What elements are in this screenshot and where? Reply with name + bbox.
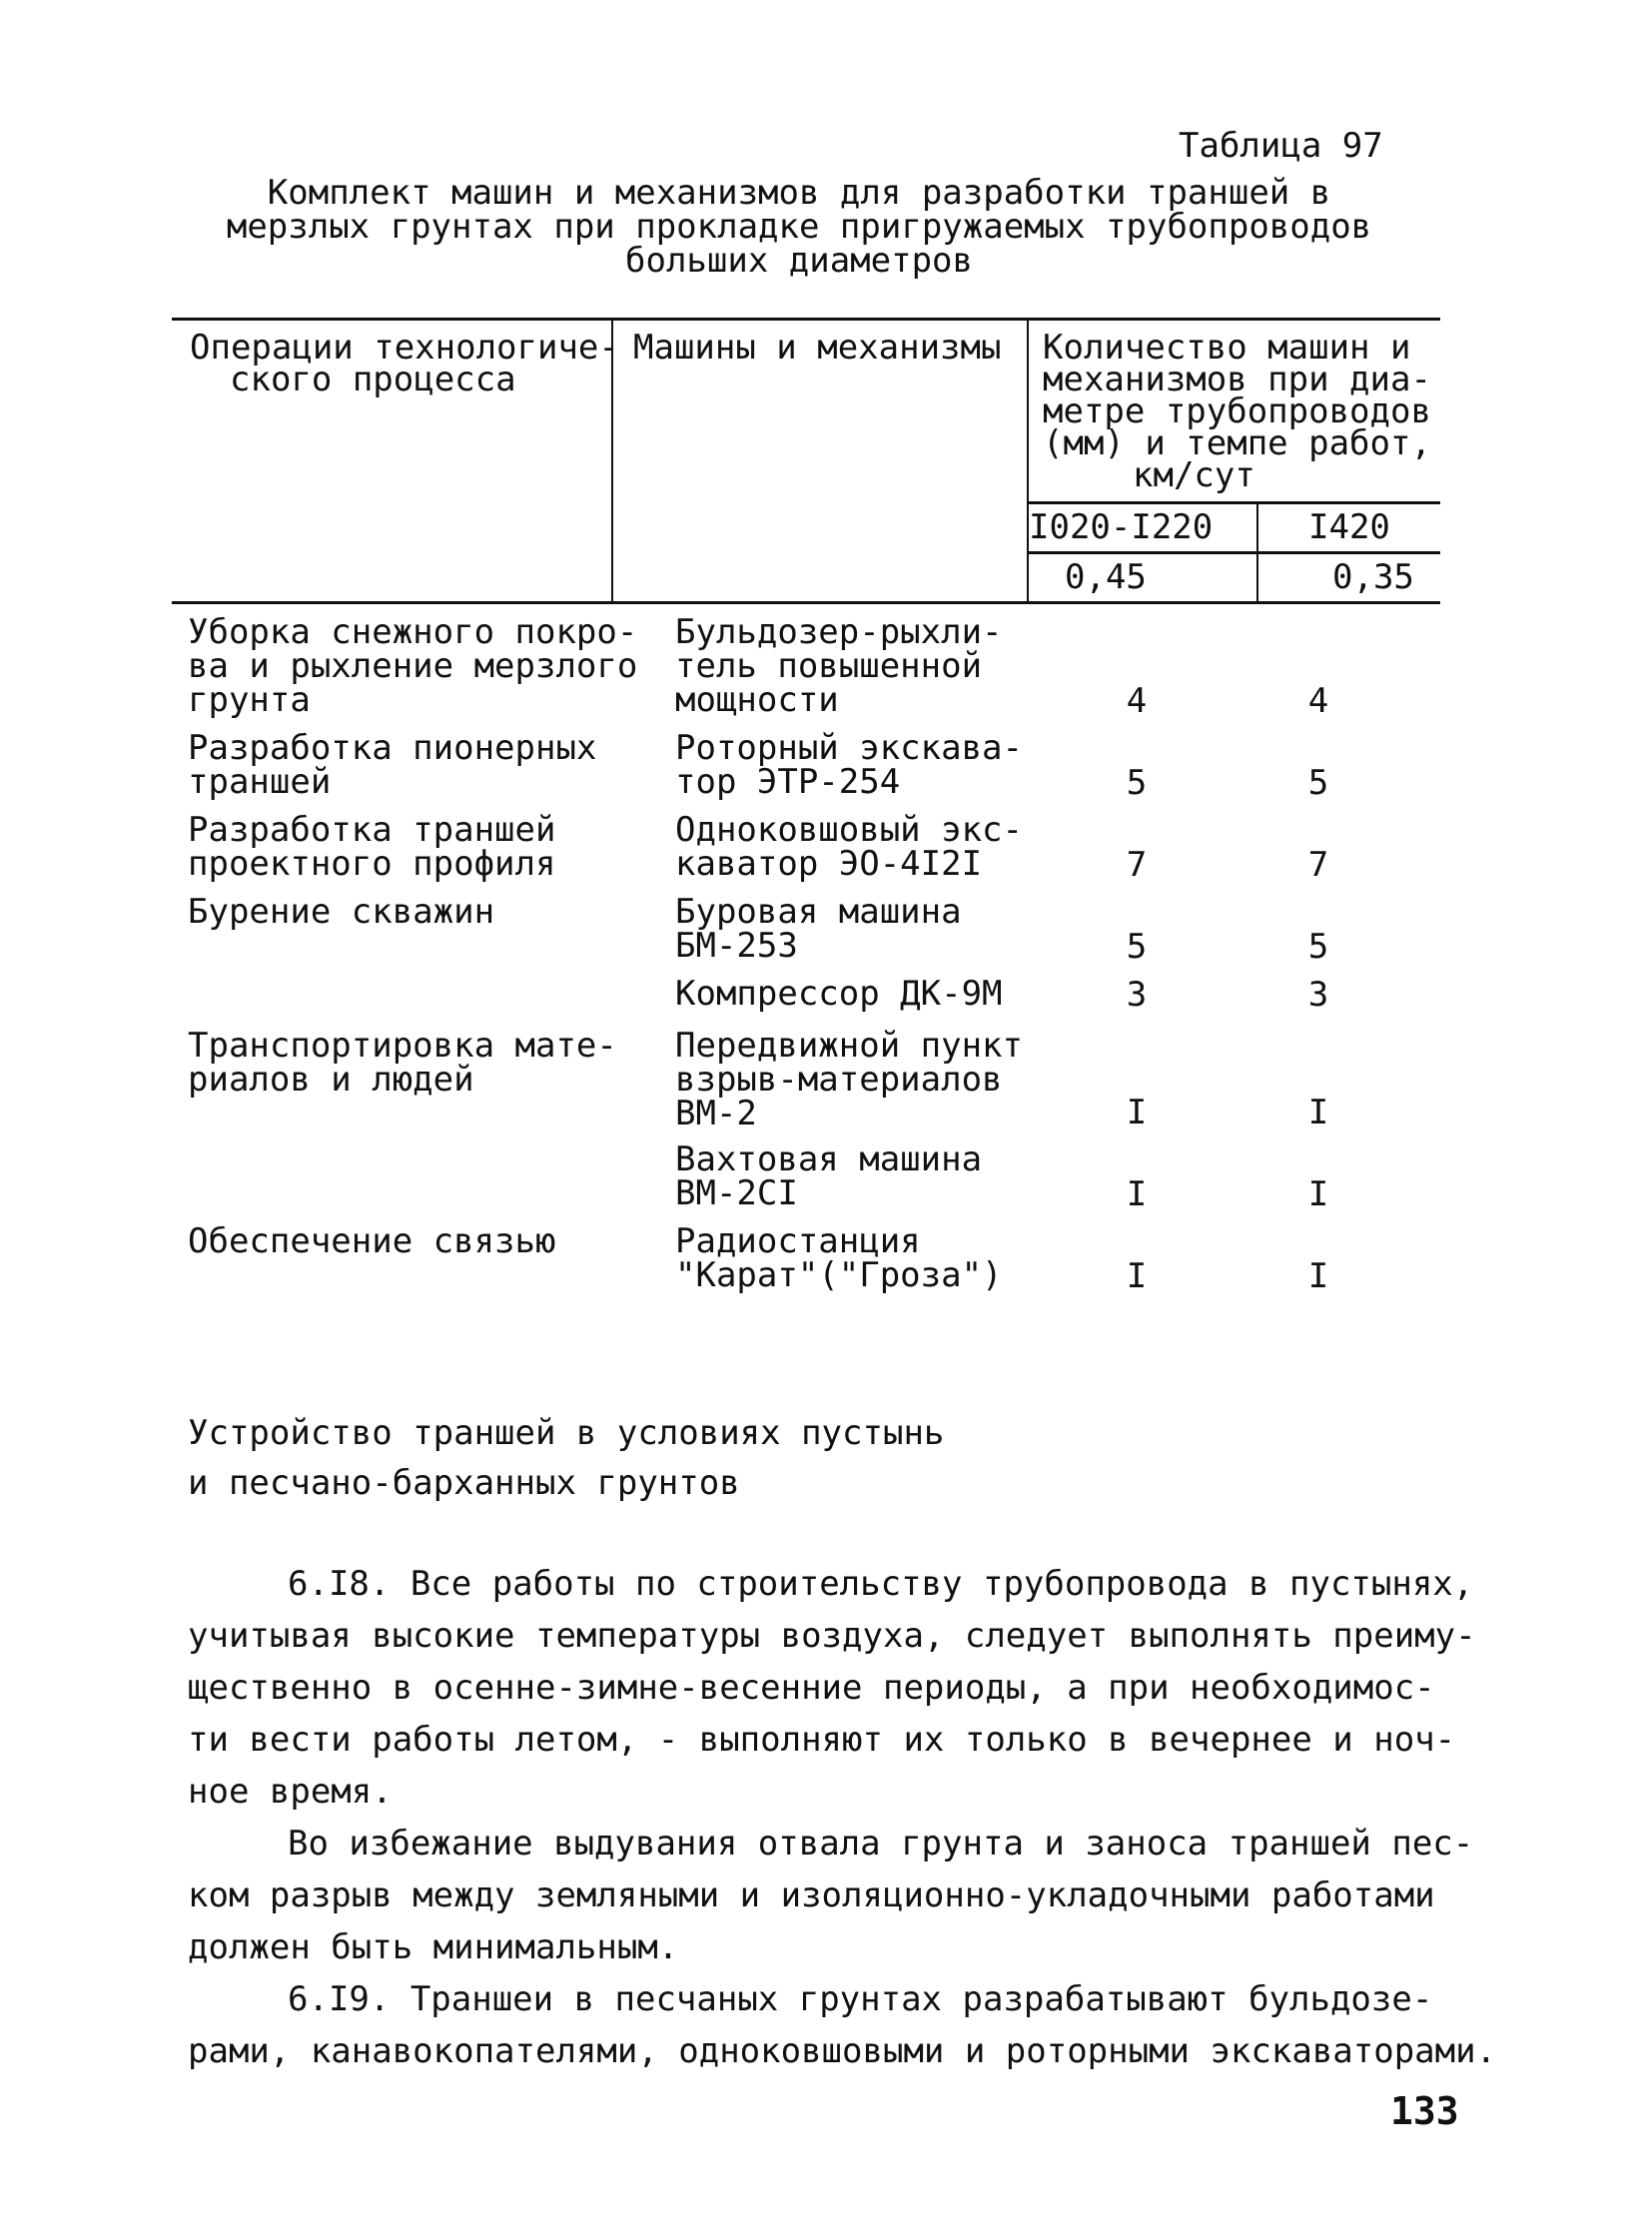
operation-line: Бурение скважин bbox=[188, 892, 495, 932]
machine-line: ВМ-2 bbox=[675, 1094, 757, 1133]
header-quantity-line: км/сут bbox=[1133, 455, 1255, 495]
table-row-operation bbox=[188, 612, 638, 720]
header-quantity bbox=[1043, 328, 1431, 495]
paragraph-line: Во избежание выдувания отвала грунта и заноса траншей пес- bbox=[288, 1824, 1474, 1864]
header-machines: Машины и механизмы bbox=[633, 328, 1002, 368]
table-row-machine bbox=[675, 1221, 1003, 1295]
operation-line: ва и рыхление мерзлого bbox=[188, 646, 638, 686]
machine-line: Компрессор ДК-9М bbox=[675, 974, 1003, 1014]
paragraph-line: рами, канавокопателями, одноковшовыми и роторными экскаваторами. bbox=[188, 2031, 1497, 2071]
machine-line: мощности bbox=[675, 680, 839, 720]
operation-line: Транспортировка мате- bbox=[188, 1026, 617, 1066]
operation-line: Обеспечение связью bbox=[188, 1221, 556, 1261]
header-quantity-line: Количество машин и bbox=[1043, 328, 1411, 368]
table-row-machine bbox=[675, 892, 962, 966]
paragraph-line: учитывая высокие температуры воздуха, следует выполнять преиму- bbox=[188, 1616, 1476, 1656]
table-row-machine bbox=[675, 810, 1023, 884]
header-operations bbox=[190, 328, 619, 399]
table-row-quantity-1: I bbox=[1126, 1174, 1148, 1214]
table-top-rule bbox=[172, 318, 1440, 321]
table-row-quantity-2: I bbox=[1307, 1093, 1329, 1132]
table-row-quantity-1: 4 bbox=[1126, 681, 1148, 721]
header-diameter-2: I420 bbox=[1308, 507, 1390, 547]
table-title bbox=[180, 173, 1418, 281]
machine-line: БМ-253 bbox=[675, 926, 798, 966]
table-number-label: Таблица 97 bbox=[1179, 126, 1383, 166]
machine-line: тор ЭТР-254 bbox=[675, 762, 901, 802]
table-row-quantity-2: 5 bbox=[1307, 763, 1329, 803]
table-row-machine bbox=[675, 728, 1023, 802]
machine-line: тель повышенной bbox=[675, 646, 983, 686]
paragraph-line: ное время. bbox=[188, 1772, 393, 1812]
machine-line: Вахтовая машина bbox=[675, 1139, 983, 1179]
machine-line: взрыв-материалов bbox=[675, 1060, 1003, 1100]
operation-line: риалов и людей bbox=[188, 1060, 474, 1100]
table-row-quantity-2: I bbox=[1307, 1174, 1329, 1214]
table-row-quantity-2: 4 bbox=[1307, 681, 1329, 721]
table-row-quantity-2: I bbox=[1307, 1256, 1329, 1296]
table-row-quantity-1: 7 bbox=[1126, 845, 1148, 885]
header-operations-line: Операции технологиче- bbox=[190, 328, 619, 368]
table-title-line: мерзлых грунтах при прокладке пригружаемых трубопроводов bbox=[226, 207, 1372, 247]
machine-line: ВМ-2СI bbox=[675, 1173, 798, 1213]
machine-line: Бульдозер-рыхли- bbox=[675, 612, 1003, 652]
column-divider-3 bbox=[1256, 503, 1258, 603]
section-heading-line: Устройство траншей в условиях пустынь bbox=[188, 1413, 945, 1453]
paragraph-line: должен быть минимальным. bbox=[188, 1927, 679, 1967]
table-row-operation bbox=[188, 810, 556, 884]
paragraph-sand-drift bbox=[188, 1818, 1476, 1973]
column-divider-2 bbox=[1027, 318, 1029, 603]
table-row-quantity-1: I bbox=[1126, 1256, 1148, 1296]
operation-line: Разработка траншей bbox=[188, 810, 556, 850]
table-row-quantity-1: 5 bbox=[1126, 763, 1148, 803]
machine-line: Буровая машина bbox=[675, 892, 962, 932]
machine-line: Роторный экскава- bbox=[675, 728, 1023, 768]
table-row-quantity-1: I bbox=[1126, 1093, 1148, 1132]
paragraph-6-18 bbox=[188, 1558, 1476, 1818]
table-title-line: Комплект машин и механизмов для разработки траншей в bbox=[267, 173, 1331, 213]
table-row-operation bbox=[188, 1221, 556, 1261]
operation-line: Уборка снежного покро- bbox=[188, 612, 638, 652]
header-quantity-line: метре трубопроводов bbox=[1043, 391, 1431, 431]
operation-line: Разработка пионерных bbox=[188, 728, 597, 768]
machine-line: Одноковшовый экс- bbox=[675, 810, 1023, 850]
quantity-subheader-rule bbox=[1027, 501, 1440, 504]
section-heading-line: и песчано-барханных грунтов bbox=[188, 1463, 740, 1503]
table-row-operation bbox=[188, 1026, 617, 1100]
machine-line: Радиостанция bbox=[675, 1221, 921, 1261]
table-row-operation bbox=[188, 892, 495, 932]
table-row-operation bbox=[188, 728, 597, 802]
paragraph-line: 6.I8. Все работы по строительству трубопровода в пустынях, bbox=[288, 1564, 1474, 1604]
table-row-quantity-1: 5 bbox=[1126, 927, 1148, 967]
paragraph-6-19 bbox=[188, 1973, 1497, 2077]
table-header-bottom-rule bbox=[172, 601, 1440, 604]
page-number: 133 bbox=[1390, 2089, 1459, 2133]
machine-line: "Карат"("Гроза") bbox=[675, 1255, 1003, 1295]
header-diameter-1: I020-I220 bbox=[1029, 507, 1214, 547]
header-quantity-line: механизмов при диа- bbox=[1043, 360, 1431, 399]
table-row-machine bbox=[675, 1026, 1023, 1133]
table-row-quantity-2: 7 bbox=[1307, 845, 1329, 885]
paragraph-line: 6.I9. Траншеи в песчаных грунтах разрабатывают бульдозе- bbox=[288, 1979, 1433, 2019]
paragraph-line: ком разрыв между земляными и изоляционно-укладочными работами bbox=[188, 1875, 1435, 1915]
header-quantity-line: (мм) и темпе работ, bbox=[1043, 423, 1431, 463]
header-rate-2: 0,35 bbox=[1332, 557, 1414, 597]
header-rate-1: 0,45 bbox=[1065, 557, 1147, 597]
table-row-quantity-1: 3 bbox=[1126, 975, 1148, 1015]
table-row-machine bbox=[675, 612, 1003, 720]
machine-line: Передвижной пункт bbox=[675, 1026, 1023, 1066]
machine-line: каватор ЭО-4I2I bbox=[675, 844, 983, 884]
table-title-line: больших диаметров bbox=[625, 241, 973, 281]
operation-line: траншей bbox=[188, 762, 332, 802]
table-row-quantity-2: 5 bbox=[1307, 927, 1329, 967]
diameter-rate-rule bbox=[1027, 551, 1440, 554]
paragraph-line: щественно в осенне-зимне-весенние периоды, а при необходимос- bbox=[188, 1668, 1435, 1708]
table-row-quantity-2: 3 bbox=[1307, 975, 1329, 1015]
table-row-machine bbox=[675, 974, 1003, 1014]
operation-line: проектного профиля bbox=[188, 844, 556, 884]
table-row-machine bbox=[675, 1139, 983, 1213]
section-heading bbox=[188, 1408, 944, 1508]
operation-line: грунта bbox=[188, 680, 311, 720]
paragraph-line: ти вести работы летом, - выполняют их только в вечернее и ноч- bbox=[188, 1720, 1456, 1760]
header-operations-line: ского процесса bbox=[230, 360, 516, 399]
